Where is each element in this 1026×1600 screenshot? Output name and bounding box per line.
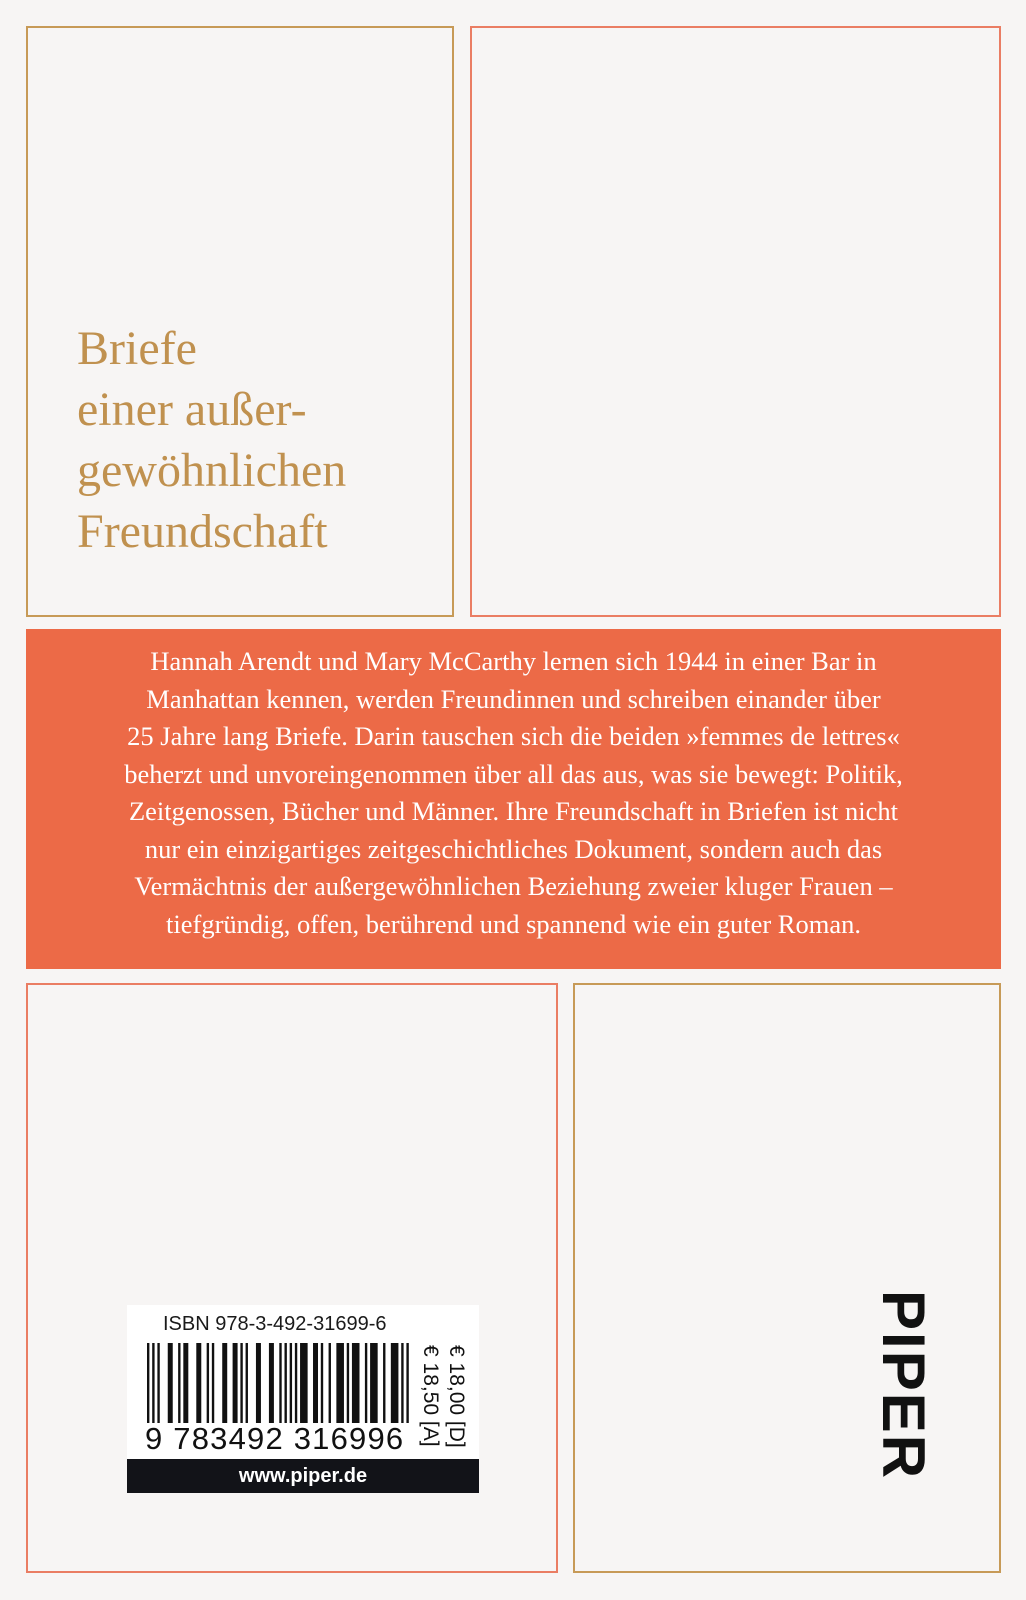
barcode-bar (284, 1343, 286, 1423)
barcode-bar (196, 1343, 201, 1423)
barcode-bar (300, 1343, 308, 1423)
blurb-line: beherzt und unvoreingenommen über all das aus, was sie bewegt: Politik, (124, 758, 903, 789)
barcode-bar (383, 1343, 385, 1423)
barcode-bar (157, 1343, 159, 1423)
tagline-line: Briefe (77, 322, 197, 375)
price-de: € 18,00 [D] (445, 1345, 468, 1448)
barcode-bar (352, 1343, 360, 1423)
barcode-icon (147, 1343, 409, 1423)
barcode-bar (183, 1343, 188, 1423)
blurb-line: nur ein einzigartiges zeitgeschichtliches Dokument, sondern auch das (144, 833, 883, 864)
barcode-label (127, 1305, 479, 1493)
barcode-bar (401, 1343, 403, 1423)
tagline-line: gewöhnlichen (77, 444, 347, 497)
barcode-bar (406, 1343, 408, 1423)
bottom-right-frame (573, 983, 1001, 1573)
barcode-bar (233, 1343, 238, 1423)
barcode-bar (391, 1343, 399, 1423)
website-link[interactable]: www.piper.de (127, 1459, 479, 1493)
publisher-logo: PIPER (870, 1290, 937, 1481)
tagline-line: Freundschaft (77, 505, 328, 558)
barcode-bar (212, 1343, 214, 1423)
barcode-bar (329, 1343, 331, 1423)
barcode-bar (279, 1343, 281, 1423)
blurb-line: Zeitgenossen, Bücher und Männer. Ihre Freundschaft in Briefen ist nicht (128, 796, 899, 826)
barcode-bar (147, 1343, 149, 1423)
ean-digits: 9 783492 316996 (145, 1421, 405, 1456)
barcode-bar (321, 1343, 323, 1423)
barcode-bar (222, 1343, 227, 1423)
blurb-line: 25 Jahre lang Briefe. Darin tauschen sich die beiden »femmes de lettres« (127, 721, 900, 751)
barcode-bar (269, 1343, 274, 1423)
tagline-line: einer außer- (77, 383, 307, 436)
barcode-bar (256, 1343, 261, 1423)
barcode-bar (168, 1343, 173, 1423)
barcode-bar (347, 1343, 349, 1423)
barcode-bar (152, 1343, 154, 1423)
price-at: € 18,50 [A] (419, 1345, 442, 1447)
barcode-bar (246, 1343, 248, 1423)
tagline (77, 318, 346, 562)
isbn-label: ISBN 978-3-492-31699-6 (163, 1313, 387, 1335)
blurb-line: Manhattan kennen, werden Freundinnen und schreiben einander über (146, 683, 881, 714)
barcode-bar (365, 1343, 367, 1423)
barcode-bar (370, 1343, 378, 1423)
barcode-bar (207, 1343, 209, 1423)
barcode-bar (240, 1343, 242, 1423)
top-right-frame (470, 26, 1001, 617)
barcode-bar (178, 1343, 180, 1423)
barcode-bar (313, 1343, 318, 1423)
barcode-bar (290, 1343, 292, 1423)
blurb-band (26, 629, 1001, 969)
barcode-bar (336, 1343, 344, 1423)
price-block (413, 1345, 469, 1455)
blurb-line: Vermächtnis der außergewöhnlichen Beziehung zweier kluger Frauen – (134, 871, 893, 901)
blurb-line: Hannah Arendt und Mary McCarthy lernen sich 1944 in einer Bar in (150, 646, 877, 676)
blurb-line: tiefgründig, offen, berührend und spannend wie ein guter Roman. (166, 908, 861, 939)
barcode-bar (295, 1343, 297, 1423)
